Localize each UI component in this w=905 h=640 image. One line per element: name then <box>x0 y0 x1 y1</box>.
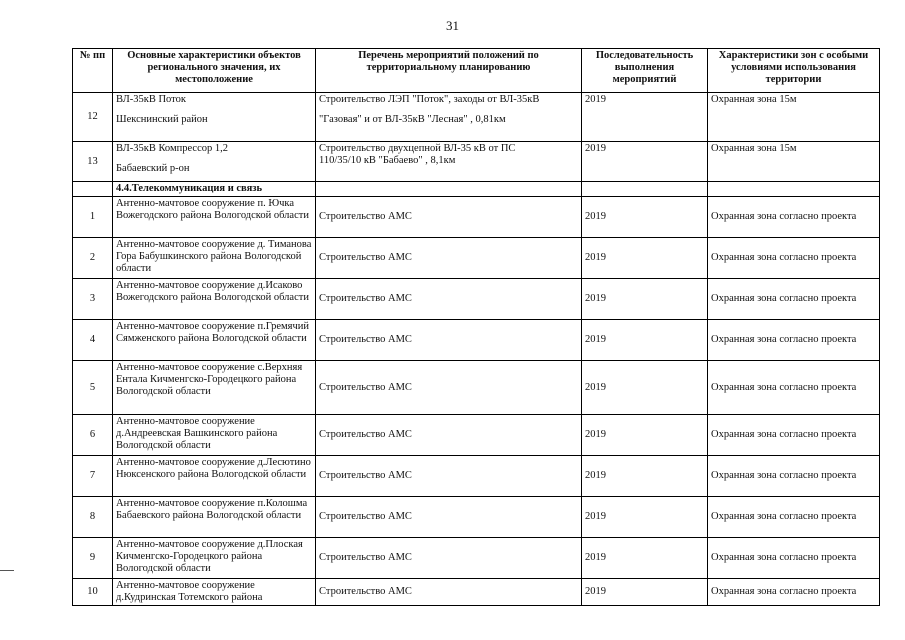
year-cell: 2019 <box>582 579 708 606</box>
page-number: 31 <box>446 18 459 33</box>
object-cell: Антенно-мачтовое сооружение п.Колошма Бабаевского района Вологодской области <box>113 497 316 538</box>
table-row <box>73 197 880 238</box>
object-name: ВЛ-35кВ Компрессор 1,2 <box>116 143 228 154</box>
object-location: Бабаевский р-он <box>116 163 190 174</box>
header-object: Основные характеристики объектов регионального значения, их местоположение <box>113 49 316 93</box>
measure-line: Строительство ЛЭП "Поток", заходы от ВЛ-35кВ <box>319 94 540 105</box>
object-cell: Антенно-мачтовое сооружение д.Кудринская Тотемского района <box>113 579 316 606</box>
row-number: 6 <box>73 415 113 456</box>
section-empty <box>582 182 708 197</box>
table-row <box>73 456 880 497</box>
year-cell: 2019 <box>582 415 708 456</box>
row-number: 8 <box>73 497 113 538</box>
year-cell: 2019 <box>582 361 708 415</box>
object-name: ВЛ-35кВ Поток <box>116 94 186 105</box>
year-cell: 2019 <box>582 320 708 361</box>
table-row <box>73 361 880 415</box>
row-number: 13 <box>73 142 113 182</box>
measure-cell: Строительство АМС <box>316 497 582 538</box>
row-number: 9 <box>73 538 113 579</box>
spacer <box>116 106 312 114</box>
table-row <box>73 238 880 279</box>
measure-line: "Газовая" и от ВЛ-35кВ "Лесная" , 0,81км <box>319 114 506 125</box>
zone-cell: Охранная зона согласно проекта <box>708 579 880 606</box>
row-number: 7 <box>73 456 113 497</box>
year-cell: 2019 <box>582 456 708 497</box>
section-empty <box>708 182 880 197</box>
section-num-cell <box>73 182 113 197</box>
zone-cell: Охранная зона согласно проекта <box>708 456 880 497</box>
measure-cell: Строительство АМС <box>316 538 582 579</box>
measure-cell: Строительство АМС <box>316 456 582 497</box>
year-cell: 2019 <box>582 538 708 579</box>
header-sequence: Последовательность выполнения мероприятий <box>582 49 708 93</box>
zone-cell: Охранная зона согласно проекта <box>708 279 880 320</box>
measure-line: 110/35/10 кВ "Бабаево" , 8,1км <box>319 155 456 166</box>
object-cell <box>113 93 316 142</box>
header-measures: Перечень мероприятий положений по территориальному планированию <box>316 49 582 93</box>
row-number: 3 <box>73 279 113 320</box>
zone-cell: Охранная зона 15м <box>708 142 880 182</box>
row-number: 5 <box>73 361 113 415</box>
margin-mark <box>0 570 14 571</box>
table-row <box>73 93 880 142</box>
header-zones: Характеристики зон с особыми условиями использования территории <box>708 49 880 93</box>
object-cell: Антенно-мачтовое сооружение п. Ючка Вожегодского района Вологодской области <box>113 197 316 238</box>
table-row <box>73 497 880 538</box>
measure-cell: Строительство АМС <box>316 415 582 456</box>
zone-cell: Охранная зона 15м <box>708 93 880 142</box>
zone-cell: Охранная зона согласно проекта <box>708 538 880 579</box>
section-title: 4.4.Телекоммуникация и связь <box>113 182 316 197</box>
spacer <box>319 106 578 114</box>
row-number: 12 <box>73 93 113 142</box>
section-row <box>73 182 880 197</box>
zone-cell: Охранная зона согласно проекта <box>708 238 880 279</box>
year-cell: 2019 <box>582 497 708 538</box>
measure-cell: Строительство АМС <box>316 238 582 279</box>
object-location: Шекснинский район <box>116 114 208 125</box>
measure-line: Строительство двухцепной ВЛ-35 кВ от ПС <box>319 143 516 154</box>
zone-cell: Охранная зона согласно проекта <box>708 415 880 456</box>
row-number: 4 <box>73 320 113 361</box>
table-row <box>73 142 880 182</box>
measure-cell: Строительство АМС <box>316 279 582 320</box>
year-cell: 2019 <box>582 93 708 142</box>
header-num: № пп <box>73 49 113 93</box>
row-number: 10 <box>73 579 113 606</box>
object-cell: Антенно-мачтовое сооружение д. Тиманова Гора Бабушкинского района Вологодской области <box>113 238 316 279</box>
object-cell: Антенно-мачтовое сооружение с.Верхняя Ентала Кичменгско-Городецкого района Вологодской области <box>113 361 316 415</box>
zone-cell: Охранная зона согласно проекта <box>708 497 880 538</box>
zone-cell: Охранная зона согласно проекта <box>708 361 880 415</box>
object-cell <box>113 142 316 182</box>
object-cell: Антенно-мачтовое сооружение д.Исаково Вожегодского района Вологодской области <box>113 279 316 320</box>
zone-cell: Охранная зона согласно проекта <box>708 197 880 238</box>
header-row <box>73 49 880 93</box>
row-number: 2 <box>73 238 113 279</box>
measure-cell: Строительство АМС <box>316 197 582 238</box>
object-cell: Антенно-мачтовое сооружение д.Андреевская Вашкинского района Вологодской области <box>113 415 316 456</box>
row-number: 1 <box>73 197 113 238</box>
table-row <box>73 538 880 579</box>
measure-cell <box>316 142 582 182</box>
measure-cell <box>316 93 582 142</box>
measure-cell: Строительство АМС <box>316 361 582 415</box>
object-cell: Антенно-мачтовое сооружение д.Плоская Кичменгско-Городецкого района Вологодской области <box>113 538 316 579</box>
measure-cell: Строительство АМС <box>316 579 582 606</box>
object-cell: Антенно-мачтовое сооружение п.Гремячий Сямженского района Вологодской области <box>113 320 316 361</box>
spacer <box>116 155 312 163</box>
table-row <box>73 320 880 361</box>
table-row <box>73 579 880 606</box>
year-cell: 2019 <box>582 142 708 182</box>
year-cell: 2019 <box>582 197 708 238</box>
measure-cell: Строительство АМС <box>316 320 582 361</box>
object-cell: Антенно-мачтовое сооружение д.Лесютино Нюксенского района Вологодской области <box>113 456 316 497</box>
table-row <box>73 415 880 456</box>
year-cell: 2019 <box>582 279 708 320</box>
table-row <box>73 279 880 320</box>
section-empty <box>316 182 582 197</box>
objects-table <box>72 48 880 606</box>
year-cell: 2019 <box>582 238 708 279</box>
zone-cell: Охранная зона согласно проекта <box>708 320 880 361</box>
